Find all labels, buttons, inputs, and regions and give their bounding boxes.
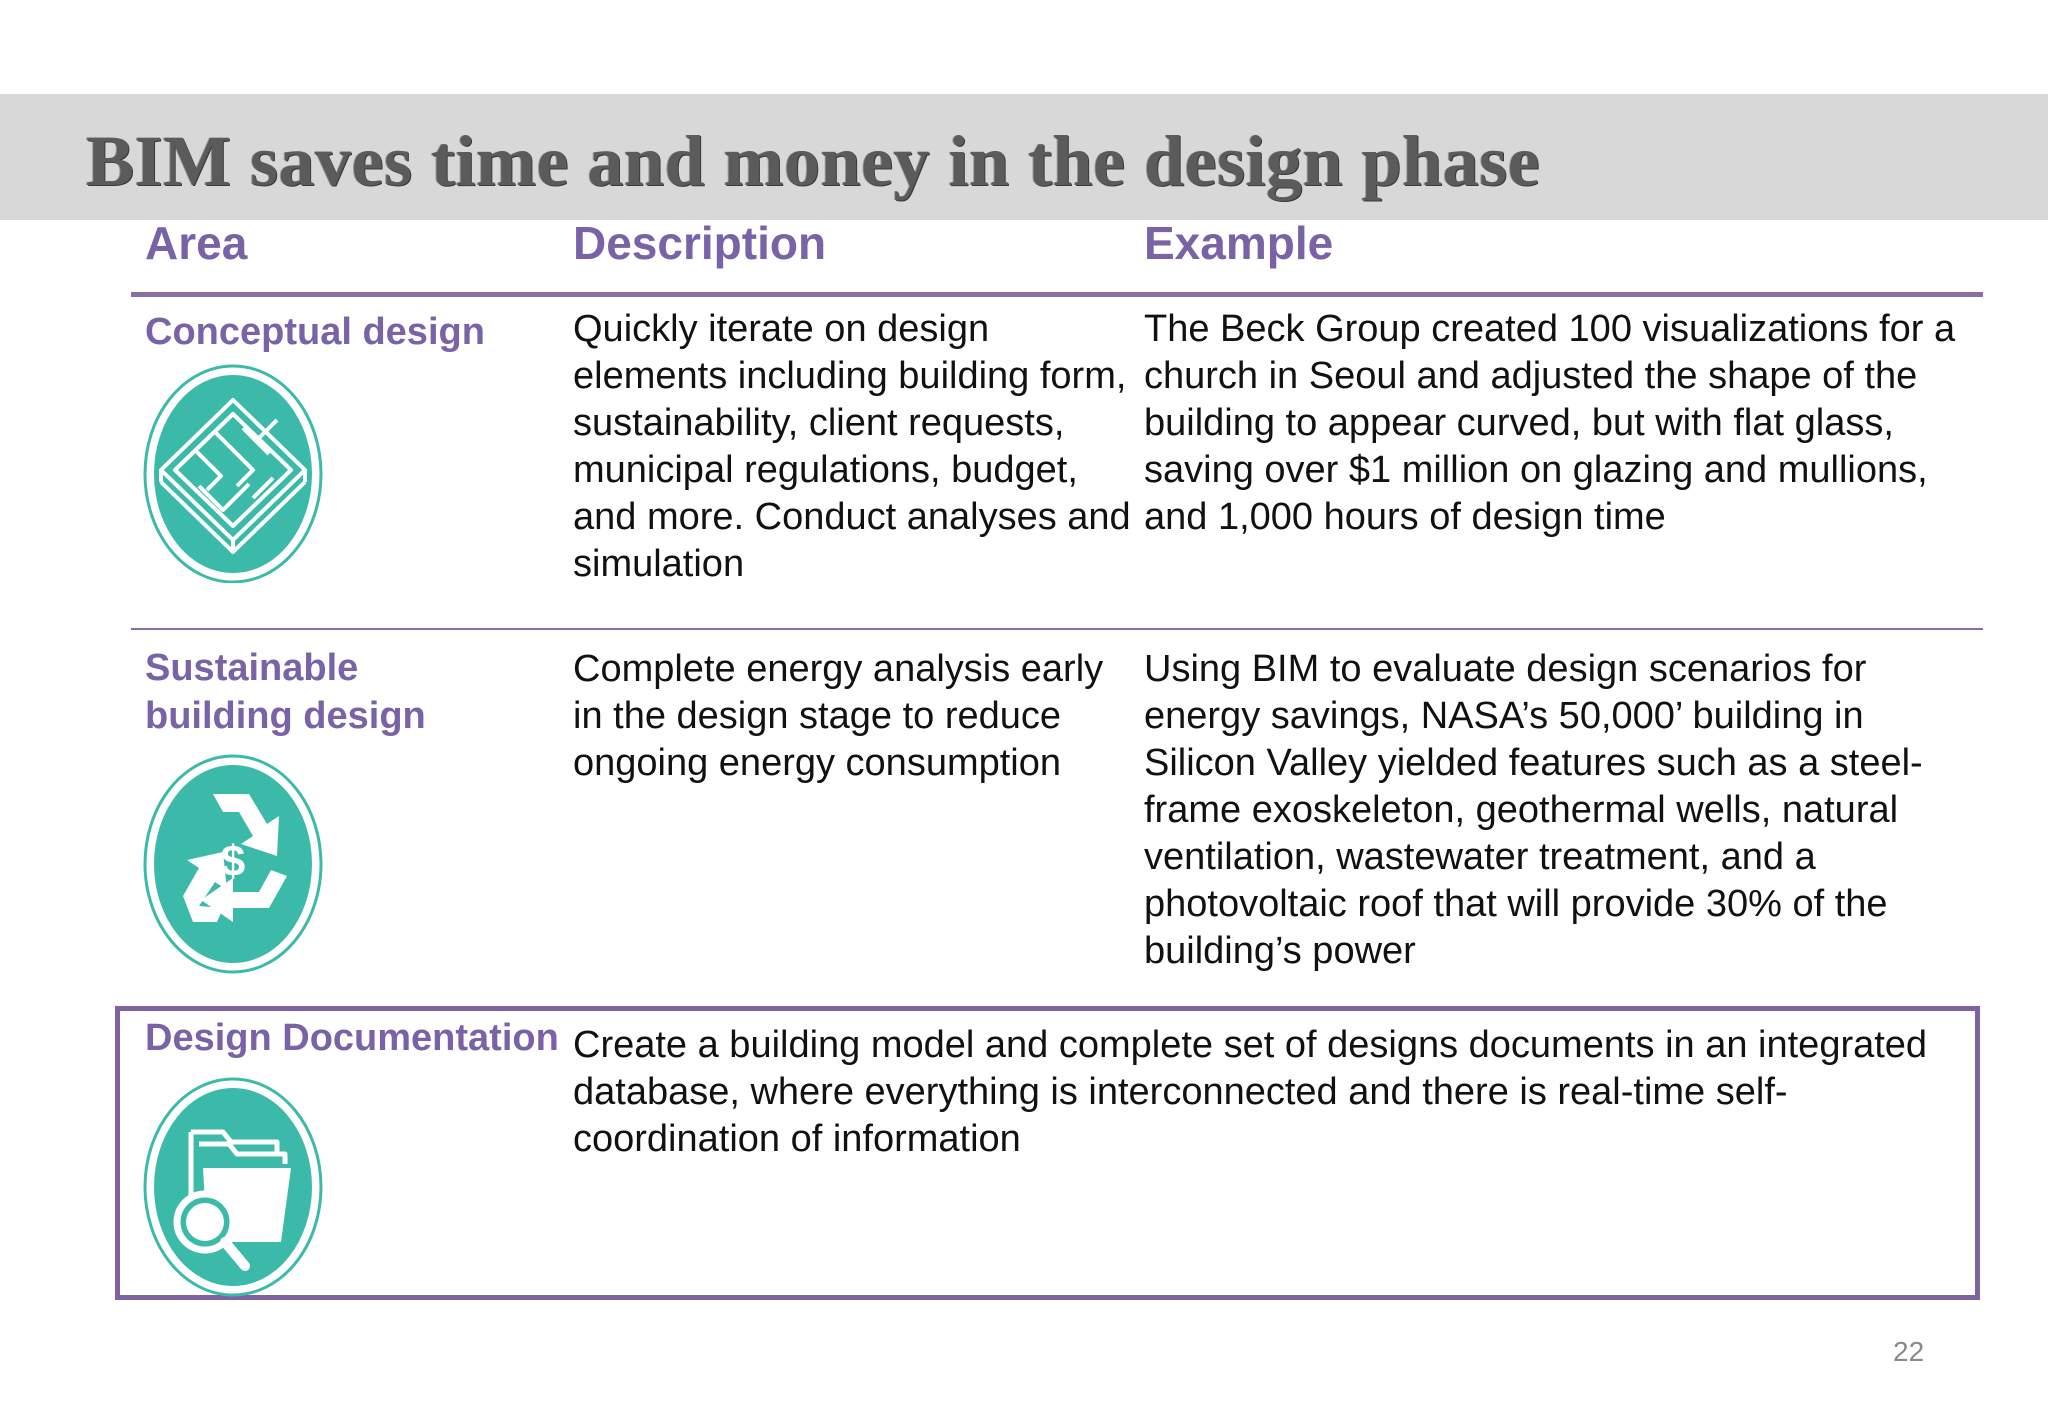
- column-header-area: Area: [145, 217, 248, 269]
- description-conceptual-design: Quickly iterate on design elements including building form, sustainability, client requests, municipal regulations, budget, and more. Conduct analyses and simulation: [573, 308, 1131, 585]
- example-sustainable-building-design: Using BIM to evaluate design scenarios for energy savings, NASA’s 50,000’ building in Silicon Valley yielded features such as a steel-frame exoskeleton, geothermal wells, natural ventilation, wastewater treatment, and a photovoltaic roof that will provide 30% of the building’s power: [1144, 648, 1923, 972]
- dollar-symbol: $: [220, 837, 246, 886]
- recycle-dollar-icon: [141, 752, 325, 977]
- column-header-description: Description: [573, 217, 827, 269]
- description-design-documentation: Create a building model and complete set of designs documents in an integrated database, where everything is interconnected and there is real-time self-coordination of information: [573, 1024, 1928, 1160]
- column-header-example: Example: [1144, 217, 1334, 269]
- example-conceptual-design: The Beck Group created 100 visualizations for a church in Seoul and adjusted the shape of the building to appear curved, but with flat glass, saving over $1 million on glazing and mullions, and 1,000 hours of design time: [1144, 308, 1956, 538]
- area-label-design-documentation: Design Documentation: [145, 1017, 559, 1059]
- slide-title: BIM saves time and money in the design phase: [86, 121, 1541, 201]
- page-number: 22: [1893, 1336, 1925, 1367]
- maze-icon: [141, 358, 325, 583]
- area-label-conceptual-design: Conceptual design: [145, 311, 485, 353]
- description-sustainable-building-design: Complete energy analysis early in the design stage to reduce ongoing energy consumption: [573, 648, 1104, 784]
- row-divider: [131, 628, 1983, 630]
- folder-search-icon: [141, 1072, 325, 1297]
- header-rule: [131, 292, 1983, 297]
- area-label-sustainable-building-design: Sustainable building design: [145, 647, 426, 737]
